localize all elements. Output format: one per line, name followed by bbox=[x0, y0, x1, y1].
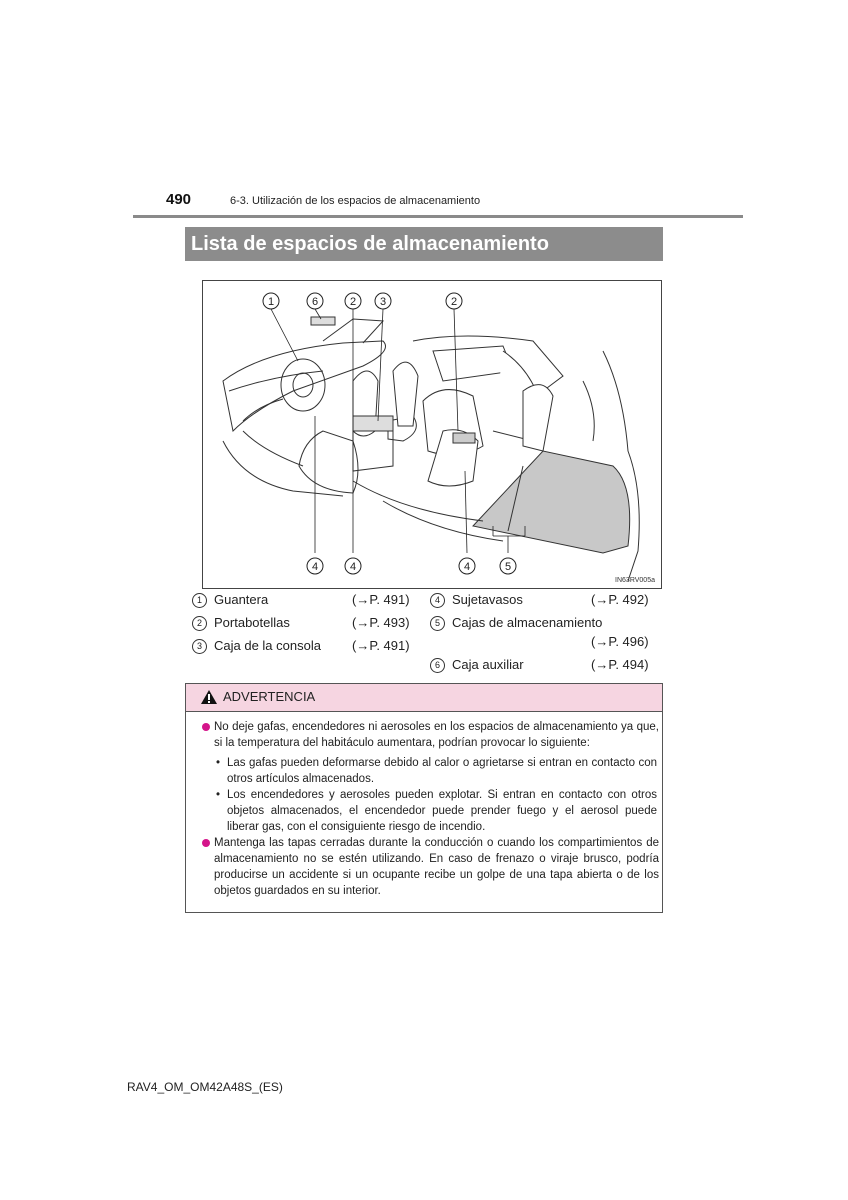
callout-number: 6 bbox=[311, 296, 319, 308]
legend-item-cajas-almacenamiento bbox=[430, 615, 602, 631]
page-number: 490 bbox=[166, 191, 192, 208]
legend-number: 1 bbox=[192, 593, 207, 608]
legend-ref[interactable]: (→P. 491) bbox=[352, 638, 410, 653]
interior-illustration bbox=[202, 280, 662, 589]
header-rule bbox=[133, 215, 743, 218]
legend-label: Cajas de almacenamiento bbox=[452, 615, 603, 630]
warning-subitem: Los encendedores y aerosoles pueden explotar. Si entran en contacto con otros objetos almacenados, el encendedor puede prender fuego y el aerosol puede liberar gas, con el consiguiente riesgo de incendio. bbox=[227, 789, 657, 833]
legend-ref[interactable]: (→P. 491) bbox=[352, 592, 410, 607]
legend-ref[interactable]: (→P. 493) bbox=[352, 615, 410, 630]
bullet-dot bbox=[202, 839, 210, 847]
sub-bullet: • bbox=[216, 789, 221, 801]
legend-label: Caja auxiliar bbox=[452, 657, 524, 672]
warning-title: ADVERTENCIA bbox=[223, 689, 316, 704]
legend-item-sujetavasos bbox=[430, 592, 523, 608]
legend-label: Guantera bbox=[214, 592, 269, 607]
legend-ref[interactable]: (→P. 496) bbox=[591, 634, 649, 649]
legend-number: 3 bbox=[192, 639, 207, 654]
legend-number: 2 bbox=[192, 616, 207, 631]
legend-number: 5 bbox=[430, 616, 445, 631]
warning-subitem: Las gafas pueden deformarse debido al calor o agrietarse si entran en contacto con otros artículos almacenados. bbox=[227, 757, 657, 785]
legend-item-caja-auxiliar bbox=[430, 657, 524, 673]
page-title: Lista de espacios de almacenamiento bbox=[185, 227, 663, 261]
legend-label: Sujetavasos bbox=[452, 592, 523, 607]
callout-number: 2 bbox=[450, 296, 458, 308]
footer-code: RAV4_OM_OM42A48S_(ES) bbox=[127, 1080, 283, 1094]
callout-number: 4 bbox=[463, 561, 471, 573]
callout-number: 1 bbox=[267, 296, 275, 308]
figure-code: IN63RV005a bbox=[615, 577, 655, 584]
callout-number: 4 bbox=[349, 561, 357, 573]
callout-number: 5 bbox=[504, 561, 512, 573]
legend-ref[interactable]: (→P. 494) bbox=[591, 657, 649, 672]
legend-number: 6 bbox=[430, 658, 445, 673]
car-interior-drawing bbox=[203, 281, 661, 588]
legend-label: Portabotellas bbox=[214, 615, 290, 630]
warning-box bbox=[185, 683, 663, 913]
callout-number: 3 bbox=[379, 296, 387, 308]
warning-paragraph: No deje gafas, encendedores ni aerosoles en los espacios de almacenamiento ya que, si la temperatura del habitáculo aumentara, podrían provocar lo siguiente: bbox=[214, 721, 659, 749]
warning-paragraph: Mantenga las tapas cerradas durante la conducción o cuando los compartimientos de almacenamiento no se estén utilizando. En caso de frenazo o viraje brusco, podría producirse un accidente si un ocupante recibe un golpe de una tapa abierta o de los objetos guardados en su interior. bbox=[214, 837, 659, 897]
callout-number: 4 bbox=[311, 561, 319, 573]
legend-ref[interactable]: (→P. 492) bbox=[591, 592, 649, 607]
callout-number: 2 bbox=[349, 296, 357, 308]
warning-header bbox=[186, 684, 662, 712]
legend-item-caja-consola bbox=[192, 638, 321, 654]
section-title: 6-3. Utilización de los espacios de almacenamiento bbox=[230, 195, 481, 207]
bullet-dot bbox=[202, 723, 210, 731]
legend-item-portabotellas bbox=[192, 615, 290, 631]
legend-number: 4 bbox=[430, 593, 445, 608]
sub-bullet: • bbox=[216, 757, 221, 769]
legend-item-guantera bbox=[192, 592, 268, 608]
warning-icon bbox=[200, 689, 218, 705]
legend-label: Caja de la consola bbox=[214, 638, 321, 653]
